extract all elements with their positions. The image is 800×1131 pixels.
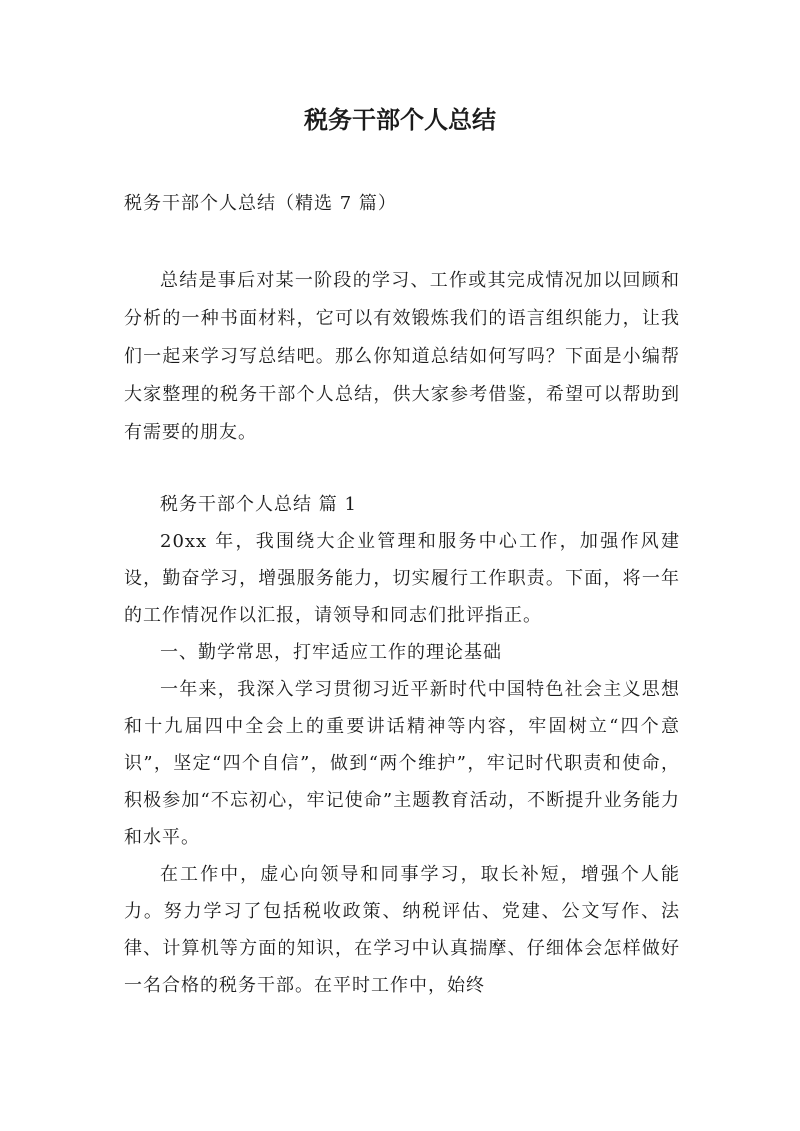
document-title: 税务干部个人总结 — [304, 106, 496, 134]
body-paragraph-heading: 一、勤学常思，打牢适应工作的理论基础 — [160, 642, 502, 663]
body-paragraph: 一年来，我深入学习贯彻习近平新时代中国特色社会主义思想和十九届四中全会上的重要讲话精神等内容，牢固树立“四个意识”，坚定“四个自信”，做到“两个维护”，牢记时代职责和使命，积极参加“不忘初心，牢记使命”主题教育活动，不断提升业务能力和水平。 — [124, 679, 680, 848]
intro-block — [124, 262, 680, 452]
body-paragraph: 在工作中，虚心向领导和同事学习，取长补短，增强个人能力。努力学习了包括税收政策、纳税评估、党建、公文写作、法律、计算机等方面的知识，在学习中认真揣摩、仔细体会怎样做好一名合格的税务干部。在平时工作中，始终 — [124, 864, 680, 996]
section-block — [124, 486, 680, 1004]
section-heading: 税务干部个人总结 篇 1 — [160, 494, 357, 515]
intro-paragraph: 总结是事后对某一阶段的学习、工作或其完成情况加以回顾和分析的一种书面材料，它可以有效锻炼我们的语言组织能力，让我们一起来学习写总结吧。那么你知道总结如何写吗？下面是小编帮大家整理的税务干部个人总结，供大家参考借鉴，希望可以帮助到有需要的朋友。 — [124, 270, 680, 443]
document-subtitle: 税务干部个人总结（精选 7 篇） — [124, 193, 397, 214]
body-paragraph: 20xx 年，我围绕大企业管理和服务中心工作，加强作风建设，勤奋学习，增强服务能力，切实履行工作职责。下面，将一年的工作情况作以汇报，请领导和同志们批评指正。 — [124, 531, 680, 626]
